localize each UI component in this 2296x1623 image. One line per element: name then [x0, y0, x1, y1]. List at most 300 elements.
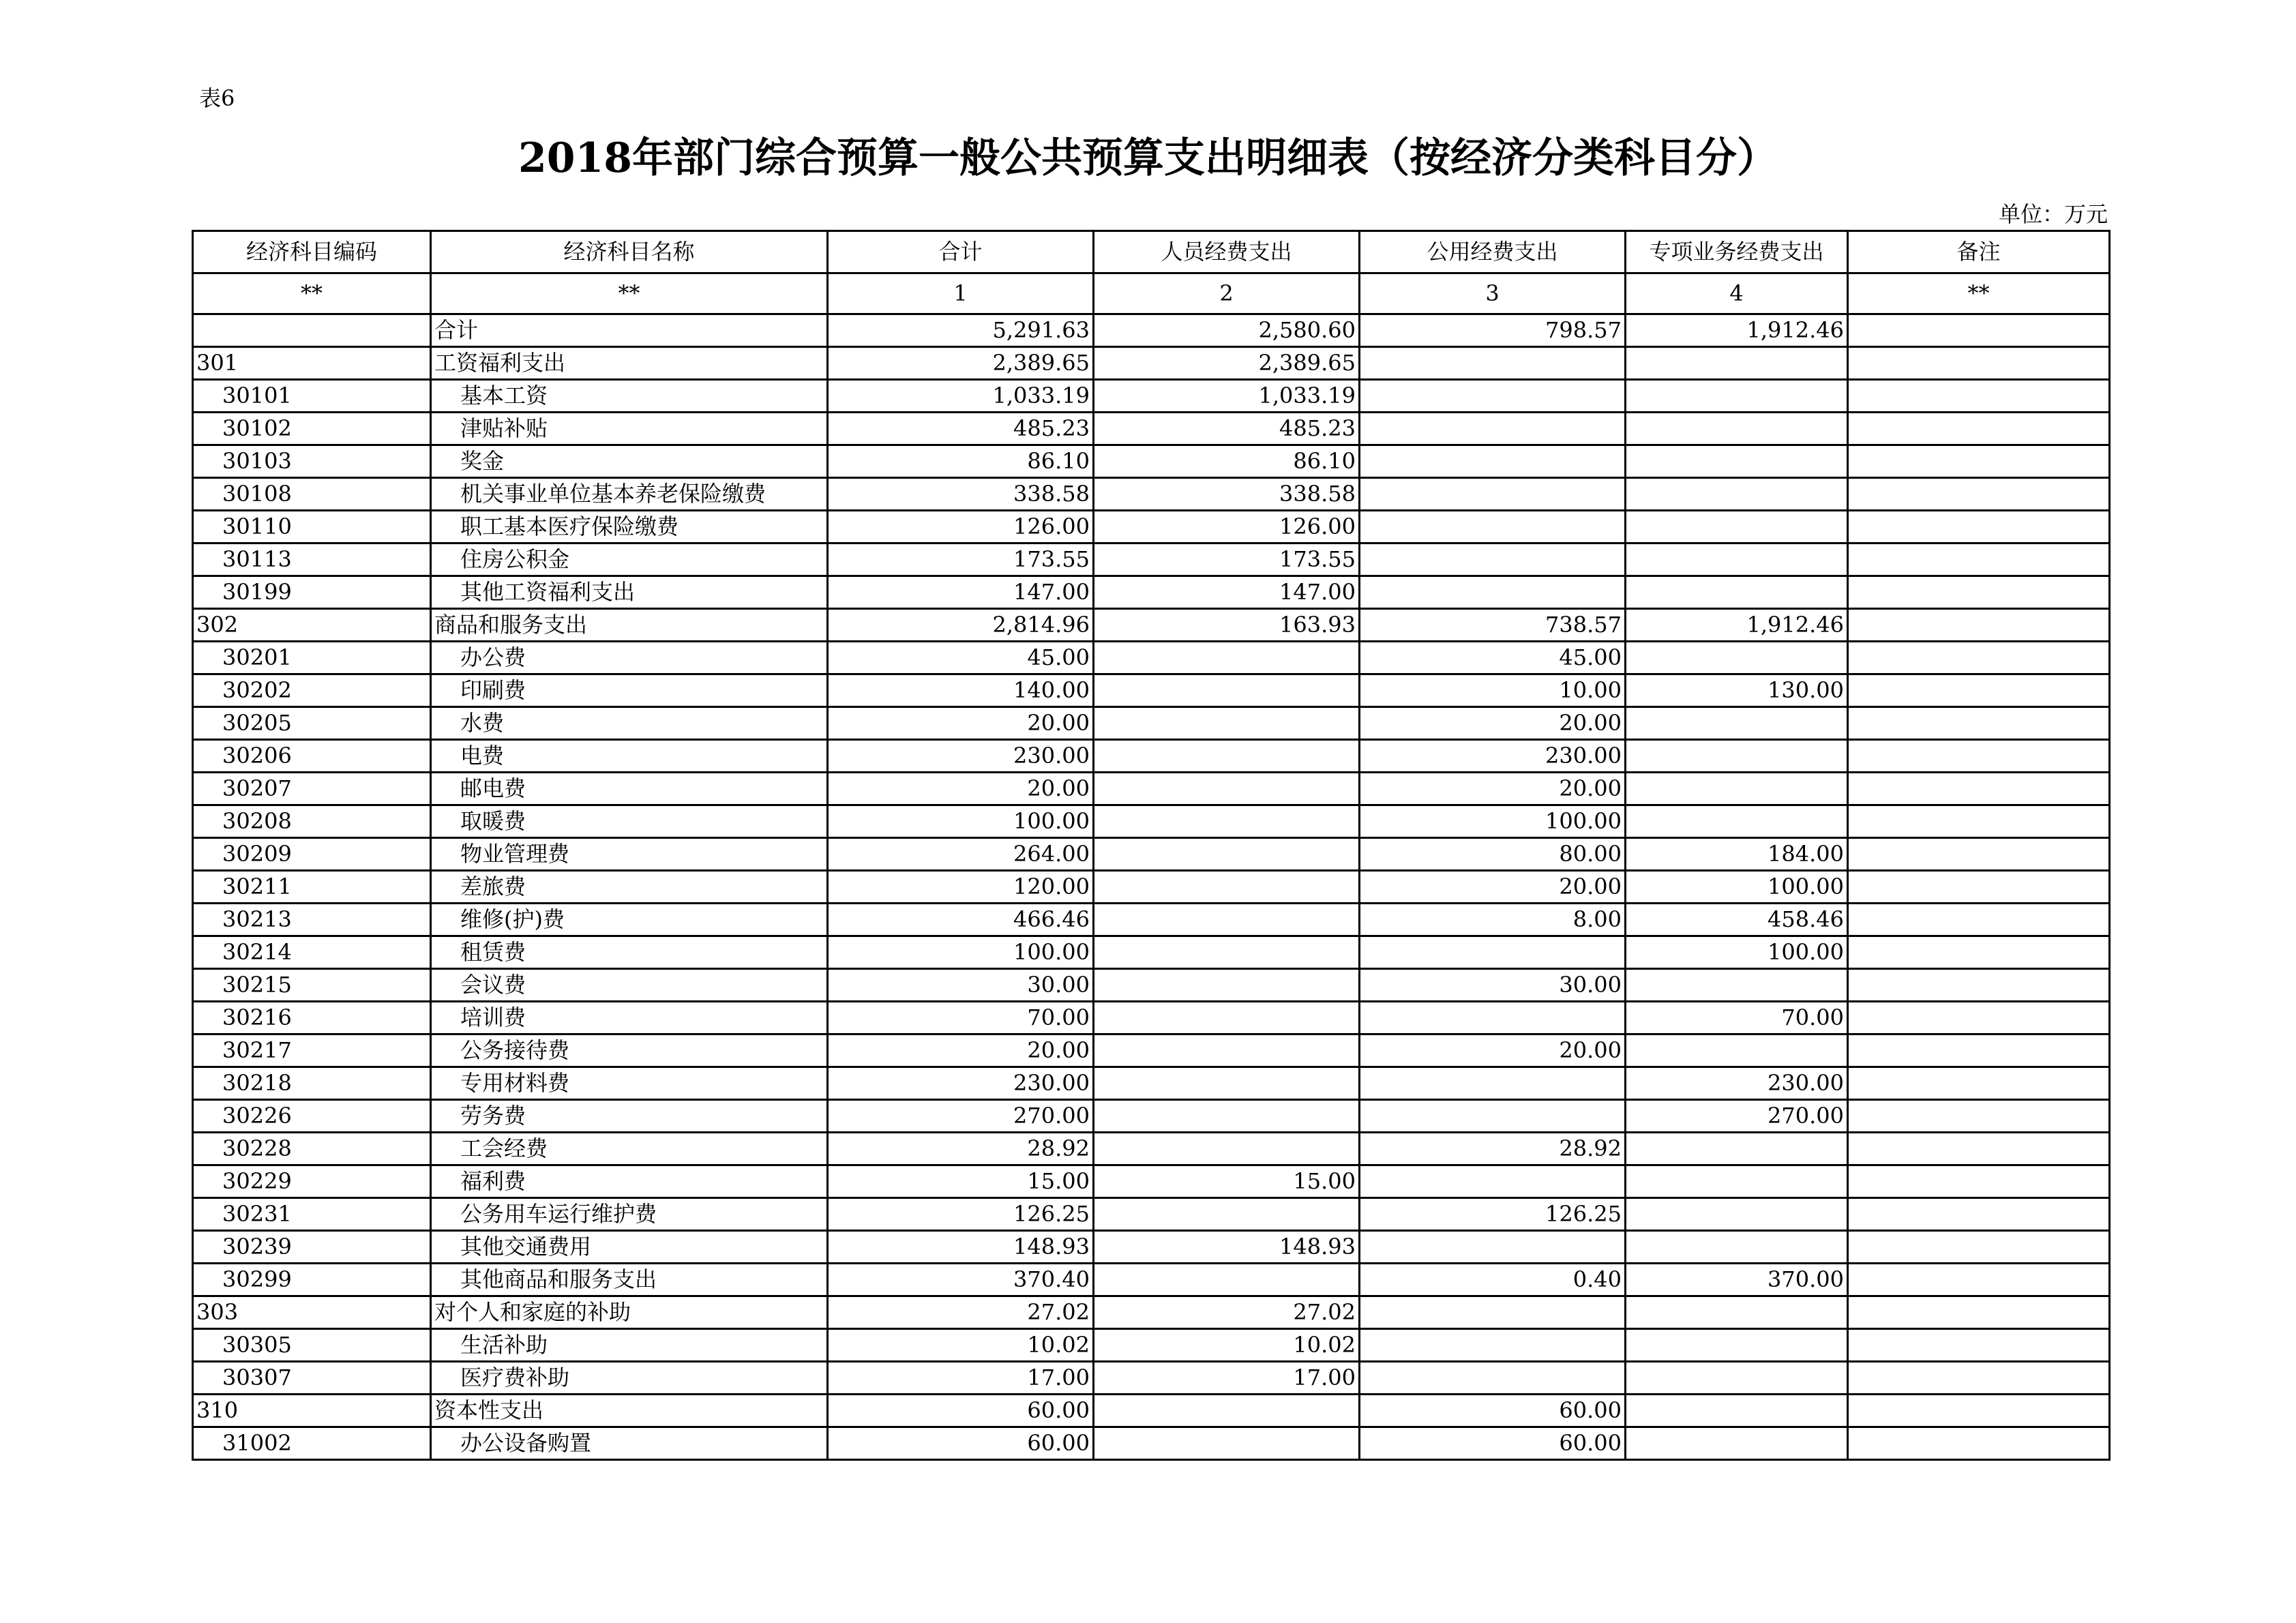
table-row — [193, 380, 2110, 413]
special-cell — [1626, 1329, 1848, 1362]
column-header-row — [193, 231, 2110, 273]
personnel-cell — [1094, 1067, 1360, 1100]
table-row — [193, 1002, 2110, 1034]
name-cell: 培训费 — [431, 1002, 828, 1034]
personnel-cell: 485.23 — [1094, 413, 1360, 445]
table-row — [193, 1296, 2110, 1329]
note-cell — [1848, 413, 2110, 445]
special-cell — [1626, 1427, 1848, 1460]
note-cell — [1848, 1296, 2110, 1329]
name-cell: 其他交通费用 — [431, 1231, 828, 1264]
code-cell: 30110 — [193, 511, 431, 544]
total-cell: 20.00 — [828, 773, 1094, 805]
personnel-cell: 148.93 — [1094, 1231, 1360, 1264]
name-cell: 商品和服务支出 — [431, 609, 828, 642]
personnel-cell — [1094, 707, 1360, 740]
special-cell — [1626, 511, 1848, 544]
total-cell: 126.00 — [828, 511, 1094, 544]
total-cell: 100.00 — [828, 805, 1094, 838]
name-cell: 物业管理费 — [431, 838, 828, 871]
note-cell — [1848, 969, 2110, 1002]
total-cell: 10.02 — [828, 1329, 1094, 1362]
table-header — [193, 231, 2110, 273]
note-cell — [1848, 511, 2110, 544]
table-row — [193, 707, 2110, 740]
name-cell: 资本性支出 — [431, 1395, 828, 1427]
total-cell: 173.55 — [828, 544, 1094, 576]
index-cell: 4 — [1626, 273, 1848, 314]
personnel-cell — [1094, 805, 1360, 838]
name-cell: 公务用车运行维护费 — [431, 1198, 828, 1231]
special-cell: 100.00 — [1626, 871, 1848, 904]
table-row — [193, 773, 2110, 805]
note-cell — [1848, 1395, 2110, 1427]
note-cell — [1848, 1329, 2110, 1362]
personnel-cell — [1094, 773, 1360, 805]
total-cell: 147.00 — [828, 576, 1094, 609]
special-cell — [1626, 544, 1848, 576]
special-cell — [1626, 380, 1848, 413]
code-cell: 30208 — [193, 805, 431, 838]
code-cell: 30226 — [193, 1100, 431, 1133]
note-cell — [1848, 642, 2110, 674]
table-row — [193, 544, 2110, 576]
total-cell: 264.00 — [828, 838, 1094, 871]
special-cell — [1626, 445, 1848, 478]
total-cell: 20.00 — [828, 1034, 1094, 1067]
code-cell: 30103 — [193, 445, 431, 478]
code-cell: 30231 — [193, 1198, 431, 1231]
personnel-cell — [1094, 642, 1360, 674]
name-cell: 医疗费补助 — [431, 1362, 828, 1395]
name-cell: 基本工资 — [431, 380, 828, 413]
total-cell: 466.46 — [828, 904, 1094, 936]
special-cell — [1626, 478, 1848, 511]
total-cell: 2,814.96 — [828, 609, 1094, 642]
name-cell: 其他工资福利支出 — [431, 576, 828, 609]
special-cell — [1626, 1296, 1848, 1329]
special-cell — [1626, 413, 1848, 445]
total-cell: 30.00 — [828, 969, 1094, 1002]
note-cell — [1848, 544, 2110, 576]
code-cell: 302 — [193, 609, 431, 642]
table-row — [193, 642, 2110, 674]
note-cell — [1848, 740, 2110, 773]
note-cell — [1848, 314, 2110, 347]
name-cell: 电费 — [431, 740, 828, 773]
public-cell: 20.00 — [1360, 773, 1626, 805]
note-cell — [1848, 445, 2110, 478]
name-cell: 机关事业单位基本养老保险缴费 — [431, 478, 828, 511]
total-cell: 86.10 — [828, 445, 1094, 478]
table-row — [193, 478, 2110, 511]
total-cell: 230.00 — [828, 1067, 1094, 1100]
public-cell: 798.57 — [1360, 314, 1626, 347]
public-cell — [1360, 1296, 1626, 1329]
table-row — [193, 314, 2110, 347]
code-cell: 30215 — [193, 969, 431, 1002]
code-cell: 30108 — [193, 478, 431, 511]
name-cell: 租赁费 — [431, 936, 828, 969]
table-row — [193, 805, 2110, 838]
code-cell: 30101 — [193, 380, 431, 413]
public-cell — [1360, 413, 1626, 445]
public-cell: 0.40 — [1360, 1264, 1626, 1296]
total-cell: 120.00 — [828, 871, 1094, 904]
name-cell: 工资福利支出 — [431, 347, 828, 380]
special-cell — [1626, 969, 1848, 1002]
personnel-cell: 15.00 — [1094, 1165, 1360, 1198]
special-cell — [1626, 740, 1848, 773]
public-cell — [1360, 544, 1626, 576]
code-cell: 30299 — [193, 1264, 431, 1296]
note-cell — [1848, 1165, 2110, 1198]
total-cell: 126.25 — [828, 1198, 1094, 1231]
column-header-name: 经济科目名称 — [431, 231, 828, 273]
personnel-cell: 10.02 — [1094, 1329, 1360, 1362]
code-cell: 31002 — [193, 1427, 431, 1460]
code-cell — [193, 314, 431, 347]
note-cell — [1848, 1264, 2110, 1296]
table-row — [193, 1264, 2110, 1296]
special-cell: 130.00 — [1626, 674, 1848, 707]
name-cell: 职工基本医疗保险缴费 — [431, 511, 828, 544]
name-cell: 取暖费 — [431, 805, 828, 838]
name-cell: 劳务费 — [431, 1100, 828, 1133]
column-header-total: 合计 — [828, 231, 1094, 273]
public-cell: 20.00 — [1360, 871, 1626, 904]
note-cell — [1848, 838, 2110, 871]
table-row — [193, 1067, 2110, 1100]
special-cell — [1626, 707, 1848, 740]
special-cell — [1626, 1034, 1848, 1067]
public-cell — [1360, 1165, 1626, 1198]
table-row — [193, 904, 2110, 936]
table-row — [193, 674, 2110, 707]
note-cell — [1848, 347, 2110, 380]
table-number-label: 表6 — [199, 85, 235, 111]
public-cell: 20.00 — [1360, 707, 1626, 740]
note-cell — [1848, 1100, 2110, 1133]
total-cell: 15.00 — [828, 1165, 1094, 1198]
total-cell: 370.40 — [828, 1264, 1094, 1296]
public-cell: 30.00 — [1360, 969, 1626, 1002]
special-cell — [1626, 1395, 1848, 1427]
table-row — [193, 1100, 2110, 1133]
public-cell: 100.00 — [1360, 805, 1626, 838]
table-row — [193, 871, 2110, 904]
personnel-cell — [1094, 904, 1360, 936]
total-cell: 2,389.65 — [828, 347, 1094, 380]
index-cell: 2 — [1094, 273, 1360, 314]
table-row — [193, 1362, 2110, 1395]
note-cell — [1848, 609, 2110, 642]
index-cell: ** — [1848, 273, 2110, 314]
table-body — [193, 273, 2110, 1460]
name-cell: 印刷费 — [431, 674, 828, 707]
public-cell — [1360, 936, 1626, 969]
total-cell: 60.00 — [828, 1395, 1094, 1427]
name-cell: 生活补助 — [431, 1329, 828, 1362]
table-row — [193, 838, 2110, 871]
total-cell: 70.00 — [828, 1002, 1094, 1034]
code-cell: 30305 — [193, 1329, 431, 1362]
public-cell — [1360, 1362, 1626, 1395]
name-cell: 差旅费 — [431, 871, 828, 904]
table-row — [193, 1427, 2110, 1460]
personnel-cell: 338.58 — [1094, 478, 1360, 511]
table-row — [193, 1034, 2110, 1067]
public-cell — [1360, 445, 1626, 478]
total-cell: 485.23 — [828, 413, 1094, 445]
code-cell: 30228 — [193, 1133, 431, 1165]
note-cell — [1848, 576, 2110, 609]
personnel-cell — [1094, 936, 1360, 969]
public-cell — [1360, 1067, 1626, 1100]
page-title: 2018年部门综合预算一般公共预算支出明细表（按经济分类科目分） — [518, 134, 1778, 182]
table-row — [193, 511, 2110, 544]
note-cell — [1848, 805, 2110, 838]
code-cell: 310 — [193, 1395, 431, 1427]
personnel-cell — [1094, 1264, 1360, 1296]
code-cell: 30307 — [193, 1362, 431, 1395]
note-cell — [1848, 1002, 2110, 1034]
table-row — [193, 413, 2110, 445]
personnel-cell — [1094, 1395, 1360, 1427]
column-header-special: 专项业务经费支出 — [1626, 231, 1848, 273]
note-cell — [1848, 1133, 2110, 1165]
column-index-row — [193, 273, 2110, 314]
special-cell — [1626, 1165, 1848, 1198]
code-cell: 30229 — [193, 1165, 431, 1198]
budget-table — [192, 230, 2111, 1461]
special-cell: 458.46 — [1626, 904, 1848, 936]
public-cell — [1360, 1002, 1626, 1034]
note-cell — [1848, 1362, 2110, 1395]
note-cell — [1848, 1034, 2110, 1067]
name-cell: 办公费 — [431, 642, 828, 674]
total-cell: 27.02 — [828, 1296, 1094, 1329]
note-cell — [1848, 674, 2110, 707]
special-cell: 270.00 — [1626, 1100, 1848, 1133]
public-cell: 80.00 — [1360, 838, 1626, 871]
special-cell — [1626, 1198, 1848, 1231]
public-cell — [1360, 347, 1626, 380]
total-cell: 1,033.19 — [828, 380, 1094, 413]
code-cell: 30206 — [193, 740, 431, 773]
name-cell: 专用材料费 — [431, 1067, 828, 1100]
table-row — [193, 347, 2110, 380]
personnel-cell — [1094, 1002, 1360, 1034]
personnel-cell: 173.55 — [1094, 544, 1360, 576]
code-cell: 30102 — [193, 413, 431, 445]
personnel-cell — [1094, 871, 1360, 904]
code-cell: 30218 — [193, 1067, 431, 1100]
personnel-cell — [1094, 674, 1360, 707]
personnel-cell: 126.00 — [1094, 511, 1360, 544]
column-header-personnel: 人员经费支出 — [1094, 231, 1360, 273]
special-cell — [1626, 773, 1848, 805]
table-row — [193, 1198, 2110, 1231]
personnel-cell: 1,033.19 — [1094, 380, 1360, 413]
note-cell — [1848, 1067, 2110, 1100]
table-row — [193, 1231, 2110, 1264]
table-row — [193, 740, 2110, 773]
public-cell: 28.92 — [1360, 1133, 1626, 1165]
name-cell: 对个人和家庭的补助 — [431, 1296, 828, 1329]
public-cell — [1360, 1231, 1626, 1264]
personnel-cell — [1094, 1100, 1360, 1133]
note-cell — [1848, 904, 2110, 936]
column-header-code: 经济科目编码 — [193, 231, 431, 273]
name-cell: 其他商品和服务支出 — [431, 1264, 828, 1296]
public-cell: 20.00 — [1360, 1034, 1626, 1067]
public-cell: 126.25 — [1360, 1198, 1626, 1231]
name-cell: 公务接待费 — [431, 1034, 828, 1067]
personnel-cell — [1094, 740, 1360, 773]
total-cell: 100.00 — [828, 936, 1094, 969]
special-cell — [1626, 1133, 1848, 1165]
special-cell — [1626, 805, 1848, 838]
total-cell: 140.00 — [828, 674, 1094, 707]
special-cell — [1626, 1362, 1848, 1395]
total-cell: 270.00 — [828, 1100, 1094, 1133]
special-cell — [1626, 1231, 1848, 1264]
table-row — [193, 445, 2110, 478]
personnel-cell — [1094, 1034, 1360, 1067]
total-cell: 338.58 — [828, 478, 1094, 511]
special-cell: 70.00 — [1626, 1002, 1848, 1034]
table-row — [193, 936, 2110, 969]
special-cell: 370.00 — [1626, 1264, 1848, 1296]
special-cell — [1626, 347, 1848, 380]
index-cell: 1 — [828, 273, 1094, 314]
special-cell: 184.00 — [1626, 838, 1848, 871]
special-cell — [1626, 576, 1848, 609]
name-cell: 合计 — [431, 314, 828, 347]
personnel-cell — [1094, 1198, 1360, 1231]
public-cell — [1360, 380, 1626, 413]
public-cell — [1360, 576, 1626, 609]
index-cell: 3 — [1360, 273, 1626, 314]
note-cell — [1848, 936, 2110, 969]
code-cell: 30202 — [193, 674, 431, 707]
total-cell: 5,291.63 — [828, 314, 1094, 347]
table-row — [193, 969, 2110, 1002]
public-cell — [1360, 1329, 1626, 1362]
personnel-cell — [1094, 969, 1360, 1002]
unit-label: 单位：万元 — [1998, 201, 2108, 227]
note-cell — [1848, 1427, 2110, 1460]
code-cell: 30209 — [193, 838, 431, 871]
index-cell: ** — [193, 273, 431, 314]
personnel-cell — [1094, 1133, 1360, 1165]
personnel-cell — [1094, 1427, 1360, 1460]
name-cell: 水费 — [431, 707, 828, 740]
total-cell: 20.00 — [828, 707, 1094, 740]
total-cell: 17.00 — [828, 1362, 1094, 1395]
table-row — [193, 1329, 2110, 1362]
public-cell — [1360, 1100, 1626, 1133]
note-cell — [1848, 707, 2110, 740]
personnel-cell — [1094, 838, 1360, 871]
column-header-public: 公用经费支出 — [1360, 231, 1626, 273]
special-cell: 100.00 — [1626, 936, 1848, 969]
code-cell: 30199 — [193, 576, 431, 609]
total-cell: 45.00 — [828, 642, 1094, 674]
total-cell: 230.00 — [828, 740, 1094, 773]
code-cell: 30207 — [193, 773, 431, 805]
note-cell — [1848, 478, 2110, 511]
public-cell: 230.00 — [1360, 740, 1626, 773]
name-cell: 福利费 — [431, 1165, 828, 1198]
public-cell — [1360, 478, 1626, 511]
code-cell: 30211 — [193, 871, 431, 904]
name-cell: 维修(护)费 — [431, 904, 828, 936]
index-cell: ** — [431, 273, 828, 314]
personnel-cell: 147.00 — [1094, 576, 1360, 609]
table-row — [193, 609, 2110, 642]
table-row — [193, 1165, 2110, 1198]
name-cell: 奖金 — [431, 445, 828, 478]
name-cell: 会议费 — [431, 969, 828, 1002]
name-cell: 住房公积金 — [431, 544, 828, 576]
total-cell: 60.00 — [828, 1427, 1094, 1460]
note-cell — [1848, 871, 2110, 904]
personnel-cell: 17.00 — [1094, 1362, 1360, 1395]
note-cell — [1848, 1198, 2110, 1231]
public-cell: 60.00 — [1360, 1395, 1626, 1427]
special-cell: 230.00 — [1626, 1067, 1848, 1100]
code-cell: 30113 — [193, 544, 431, 576]
name-cell: 办公设备购置 — [431, 1427, 828, 1460]
code-cell: 303 — [193, 1296, 431, 1329]
code-cell: 30214 — [193, 936, 431, 969]
code-cell: 30239 — [193, 1231, 431, 1264]
total-cell: 28.92 — [828, 1133, 1094, 1165]
public-cell: 738.57 — [1360, 609, 1626, 642]
name-cell: 津贴补贴 — [431, 413, 828, 445]
code-cell: 30213 — [193, 904, 431, 936]
code-cell: 30205 — [193, 707, 431, 740]
table-row — [193, 1395, 2110, 1427]
personnel-cell: 2,389.65 — [1094, 347, 1360, 380]
total-cell: 148.93 — [828, 1231, 1094, 1264]
personnel-cell: 2,580.60 — [1094, 314, 1360, 347]
table-row — [193, 576, 2110, 609]
name-cell: 邮电费 — [431, 773, 828, 805]
note-cell — [1848, 773, 2110, 805]
special-cell — [1626, 642, 1848, 674]
personnel-cell: 86.10 — [1094, 445, 1360, 478]
code-cell: 30216 — [193, 1002, 431, 1034]
name-cell: 工会经费 — [431, 1133, 828, 1165]
public-cell — [1360, 511, 1626, 544]
public-cell: 45.00 — [1360, 642, 1626, 674]
personnel-cell: 163.93 — [1094, 609, 1360, 642]
public-cell: 8.00 — [1360, 904, 1626, 936]
table-row — [193, 1133, 2110, 1165]
note-cell — [1848, 1231, 2110, 1264]
special-cell: 1,912.46 — [1626, 609, 1848, 642]
note-cell — [1848, 380, 2110, 413]
public-cell: 60.00 — [1360, 1427, 1626, 1460]
personnel-cell: 27.02 — [1094, 1296, 1360, 1329]
special-cell: 1,912.46 — [1626, 314, 1848, 347]
code-cell: 30201 — [193, 642, 431, 674]
public-cell: 10.00 — [1360, 674, 1626, 707]
column-header-note: 备注 — [1848, 231, 2110, 273]
